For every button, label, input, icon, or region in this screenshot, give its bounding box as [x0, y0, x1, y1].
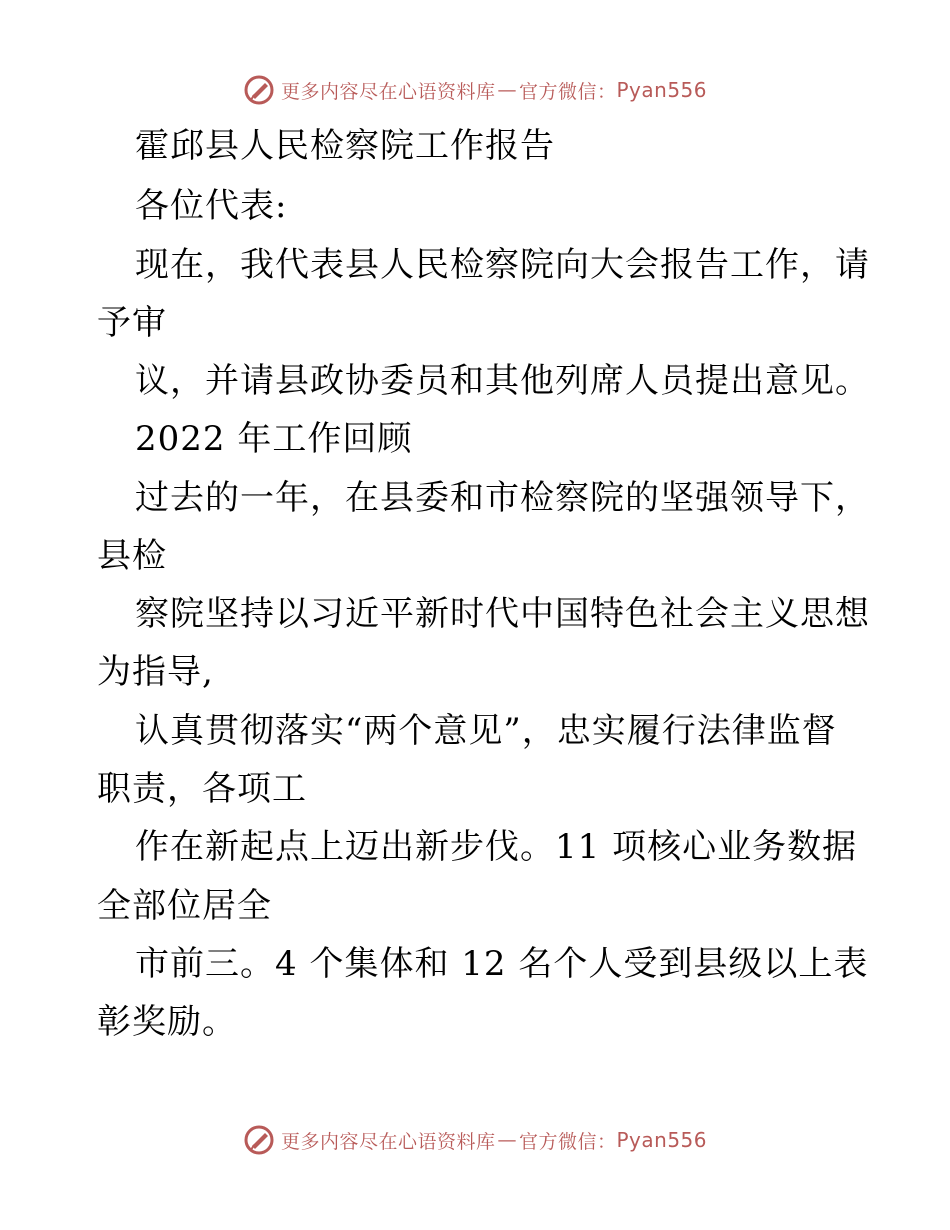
watermark-separator: — [497, 1129, 517, 1151]
watermark-wechat-id: Pyan556 [616, 1128, 708, 1152]
paragraph-line: 议，并请县政协委员和其他列席人员提出意见。 [135, 361, 870, 401]
document-title: 霍邱县人民检察院工作报告 [135, 126, 555, 166]
paragraph-line: 全部位居全 [97, 886, 272, 926]
paragraph-line: 彰奖励。 [97, 1002, 237, 1042]
watermark-separator: — [497, 79, 517, 101]
quill-seal-icon [243, 74, 275, 106]
watermark-wechat-id: Pyan556 [616, 78, 708, 102]
paragraph-line: 市前三。4 个集体和 12 名个人受到县级以上表 [135, 944, 869, 984]
header-watermark [0, 70, 950, 110]
watermark-wechat-label: 官方微信： [518, 80, 617, 103]
paragraph-line: 认真贯彻落实“两个意见”，忠实履行法律监督 [135, 711, 837, 751]
paragraph-line: 过去的一年，在县委和市检察院的坚强领导下， [135, 478, 870, 518]
quill-seal-icon [243, 1124, 275, 1156]
paragraph-line: 为指导, [97, 652, 214, 692]
paragraph-line: 予审 [97, 303, 167, 343]
paragraph-line: 现在，我代表县人民检察院向大会报告工作，请 [135, 245, 870, 285]
paragraph-line: 县检 [97, 536, 167, 576]
paragraph-line: 职责，各项工 [97, 769, 307, 809]
footer-watermark [0, 1120, 950, 1160]
salutation: 各位代表: [135, 186, 288, 226]
paragraph-line: 作在新起点上迈出新步伐。11 项核心业务数据 [135, 827, 858, 867]
paragraph-line: 察院坚持以习近平新时代中国特色社会主义思想 [135, 594, 870, 634]
watermark-wechat-label: 官方微信： [518, 1130, 617, 1153]
section-heading: 2022 年工作回顾 [135, 419, 413, 459]
watermark-text: 更多内容尽在心语资料库 [280, 1130, 496, 1153]
watermark-text: 更多内容尽在心语资料库 [280, 80, 496, 103]
